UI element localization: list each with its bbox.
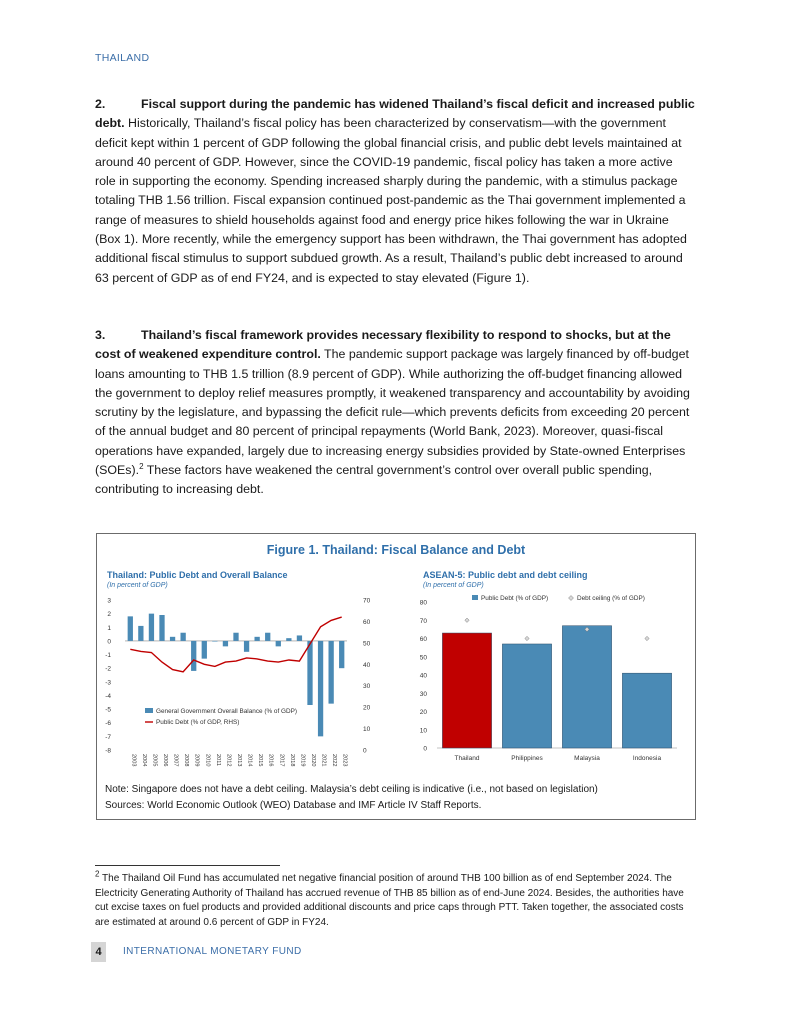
footnote-marker: 2 bbox=[95, 869, 100, 879]
y-tick-label: -3 bbox=[105, 679, 111, 687]
x-tick-label: 2009 bbox=[193, 754, 200, 767]
paragraph-number: 2. bbox=[95, 97, 106, 111]
figure-1 bbox=[96, 533, 696, 820]
paragraph-lead: Fiscal support during the pandemic has widened Thailand’s fiscal deficit and increased public debt. bbox=[95, 97, 695, 131]
x-tick-label: 2014 bbox=[246, 754, 253, 767]
y-tick-label: 1 bbox=[107, 624, 111, 632]
y-tick-label: 60 bbox=[419, 636, 427, 643]
paragraph-number: 3. bbox=[95, 328, 106, 342]
y2-tick-label: 60 bbox=[363, 618, 371, 626]
public-debt-bar bbox=[502, 644, 551, 748]
x-tick-label: 2004 bbox=[140, 754, 147, 767]
y-tick-label: 10 bbox=[419, 727, 427, 735]
x-tick-label: 2006 bbox=[162, 754, 168, 767]
y-tick-label: -5 bbox=[105, 706, 111, 714]
y-tick-label: 40 bbox=[419, 672, 427, 680]
y-tick-label: 30 bbox=[419, 690, 427, 698]
balance-bar bbox=[244, 641, 249, 652]
x-tick-label: 2011 bbox=[214, 754, 221, 767]
balance-bar bbox=[307, 641, 312, 705]
x-tick-label: Indonesia bbox=[632, 755, 662, 762]
y2-tick-label: 70 bbox=[363, 597, 371, 605]
balance-bar bbox=[202, 641, 207, 659]
legend-swatch-debt bbox=[472, 595, 478, 600]
figure-notes bbox=[105, 782, 690, 814]
balance-bar bbox=[339, 641, 344, 668]
balance-bar bbox=[318, 641, 323, 736]
balance-bar bbox=[276, 641, 281, 646]
y2-tick-label: 30 bbox=[363, 683, 371, 691]
balance-bar bbox=[286, 638, 291, 641]
balance-bar bbox=[255, 637, 260, 641]
legend-label-debt: Public Debt (% of GDP, RHS) bbox=[156, 719, 240, 726]
balance-bar bbox=[181, 633, 186, 641]
debt-ceiling-marker bbox=[465, 618, 469, 622]
legend-swatch-balance bbox=[145, 708, 153, 713]
y-tick-label: -6 bbox=[105, 720, 111, 728]
asean-debt-chart bbox=[407, 592, 687, 782]
x-tick-label: 2016 bbox=[267, 754, 274, 767]
figure-title: Figure 1. Thailand: Fiscal Balance and Debt bbox=[266, 543, 526, 557]
y-tick-label: -2 bbox=[105, 665, 111, 673]
y-tick-label: -8 bbox=[105, 747, 111, 755]
debt-balance-chart bbox=[97, 592, 379, 782]
y2-tick-label: 0 bbox=[363, 747, 367, 755]
paragraph-body: Historically, Thailand’s fiscal policy has been characterized by conservatism—with the government deficit kept within 1 percent of GDP following the global financial crisis, and public debt levels maintained at around 40 percent of GDP. However, since the COVID-19 pandemic, fiscal policy has taken a more active role in supporting the economy. Spending increased sharply during the pandemic, with a stimulus package totaling THB 1.56 trillion. Fiscal expansion continued post-pandemic as the Thai government implemented a range of measures to shield households against food and energy price hikes following the war in Ukraine (Box 1). More recently, while the emergency support has been withdrawn, the Thai government has adopted additional fiscal stimulus to support subdued growth. As a result, Thailand’s public debt increased to around 63 percent of GDP as of end FY24, and is expected to stay elevated (Figure 1). bbox=[95, 116, 687, 285]
y2-tick-label: 20 bbox=[363, 704, 371, 712]
balance-bar bbox=[212, 641, 217, 642]
paragraph-body: The pandemic support package was largely financed by off-budget loans amounting to THB 1.5 trillion (8.9 percent of GDP). While authorizing the off-budget financing allowed the government to deploy relief measures promptly, it weakened transparency and accountability by avoiding scrutiny by the legislature, and bypassing the deficit rule—which prevents deficits from exceeding 20 percent of the annual budget and 80 percent of principal repayments (World Bank, 2023). Moreover, quasi-fiscal operations have expanded, largely due to increasing energy subsidies provided by State-owned Enterprises (SOEs). bbox=[95, 347, 690, 478]
running-header: THAILAND bbox=[95, 52, 150, 64]
footnote-divider bbox=[95, 865, 280, 866]
y-tick-label: -4 bbox=[105, 692, 111, 700]
x-tick-label: 2022 bbox=[331, 754, 338, 767]
paragraph-lead: Thailand’s fiscal framework provides necessary flexibility to respond to shocks, but at the cost of weakened expenditure control. bbox=[95, 328, 671, 362]
x-tick-label: 2019 bbox=[299, 754, 306, 767]
x-tick-label: 2021 bbox=[320, 754, 327, 767]
y-tick-label: 70 bbox=[419, 617, 427, 625]
public-debt-bar bbox=[622, 673, 671, 748]
y2-tick-label: 40 bbox=[363, 661, 371, 669]
balance-bar bbox=[191, 641, 196, 671]
y2-tick-label: 10 bbox=[363, 726, 371, 734]
footnote-text: The Thailand Oil Fund has accumulated net negative financial position of around THB 100 billion as of end September 2024. The Electricity Generating Authority of Thailand has accrued revenue of THB 85 billion as of end-June 2024. Besides, the authorities have cut excise taxes on fuel products and provided additional discounts and price caps through PTT. Taken together, the associated costs are estimated at around 0.6 percent of GDP in FY24. bbox=[95, 873, 684, 928]
y-tick-label: 3 bbox=[107, 597, 111, 605]
x-tick-label: 2007 bbox=[172, 754, 179, 767]
x-tick-label: 2010 bbox=[204, 754, 211, 767]
balance-bar bbox=[170, 637, 175, 641]
x-tick-label: Thailand bbox=[454, 755, 480, 762]
x-tick-label: 2017 bbox=[278, 754, 285, 767]
right-chart-subtitle: (In percent of GDP) bbox=[423, 582, 484, 589]
y-tick-label: 0 bbox=[423, 745, 427, 753]
footnote bbox=[95, 869, 693, 930]
paragraph-tail: These factors have weakened the central government’s control over overall public spending, contributing to increasing debt. bbox=[95, 463, 653, 497]
y-tick-label: -1 bbox=[105, 652, 111, 660]
paragraph-2 bbox=[95, 95, 695, 288]
x-tick-label: Malaysia bbox=[574, 755, 600, 762]
balance-bar bbox=[128, 616, 133, 641]
balance-bar bbox=[138, 626, 143, 641]
left-chart-subtitle: (In percent of GDP) bbox=[107, 582, 168, 589]
y2-tick-label: 50 bbox=[363, 640, 371, 648]
footnote-reference[interactable]: 2 bbox=[139, 461, 144, 471]
balance-bar bbox=[149, 614, 154, 641]
legend-label-debt: Public Debt (% of GDP) bbox=[481, 595, 549, 602]
balance-bar bbox=[159, 615, 164, 641]
x-tick-label: 2012 bbox=[225, 754, 232, 767]
balance-bar bbox=[233, 633, 238, 641]
balance-bar bbox=[297, 635, 302, 640]
x-tick-label: 2020 bbox=[310, 754, 316, 767]
balance-bar bbox=[329, 641, 334, 704]
y-tick-label: 20 bbox=[419, 709, 427, 716]
debt-ceiling-marker bbox=[525, 636, 529, 640]
legend-swatch-ceiling bbox=[569, 596, 574, 601]
public-debt-bar bbox=[562, 626, 611, 748]
x-tick-label: 2015 bbox=[257, 754, 264, 767]
public-debt-bar bbox=[442, 633, 491, 748]
y-tick-label: -7 bbox=[105, 733, 111, 741]
figure-sources: Sources: World Economic Outlook (WEO) Database and IMF Article IV Staff Reports. bbox=[105, 800, 482, 811]
x-tick-label: 2008 bbox=[183, 754, 190, 767]
debt-ceiling-marker bbox=[645, 636, 649, 640]
left-chart-title: Thailand: Public Debt and Overall Balance bbox=[107, 570, 288, 580]
x-tick-label: 2005 bbox=[151, 754, 158, 767]
balance-bar bbox=[223, 641, 228, 646]
footer-label: INTERNATIONAL MONETARY FUND bbox=[123, 946, 302, 957]
x-tick-label: 2013 bbox=[236, 754, 242, 767]
y-tick-label: 50 bbox=[419, 654, 427, 662]
x-tick-label: Philippines bbox=[511, 755, 543, 762]
y-tick-label: 80 bbox=[419, 599, 427, 607]
x-tick-label: 2003 bbox=[130, 754, 137, 767]
x-tick-label: 2018 bbox=[288, 754, 295, 767]
right-chart-title: ASEAN-5: Public debt and debt ceiling bbox=[423, 570, 588, 580]
figure-note: Note: Singapore does not have a debt ceiling. Malaysia’s debt ceiling is indicative (i.e., not based on legislation) bbox=[105, 784, 598, 795]
page-number: 4 bbox=[91, 942, 106, 962]
balance-bar bbox=[265, 633, 270, 641]
paragraph-3 bbox=[95, 326, 695, 500]
x-tick-label: 2023 bbox=[341, 754, 348, 767]
y-tick-label: 0 bbox=[107, 638, 111, 646]
legend-label-balance: General Government Overall Balance (% of GDP) bbox=[156, 708, 298, 715]
y-tick-label: 2 bbox=[107, 611, 111, 619]
legend-label-ceiling: Debt ceiling (% of GDP) bbox=[577, 595, 645, 602]
